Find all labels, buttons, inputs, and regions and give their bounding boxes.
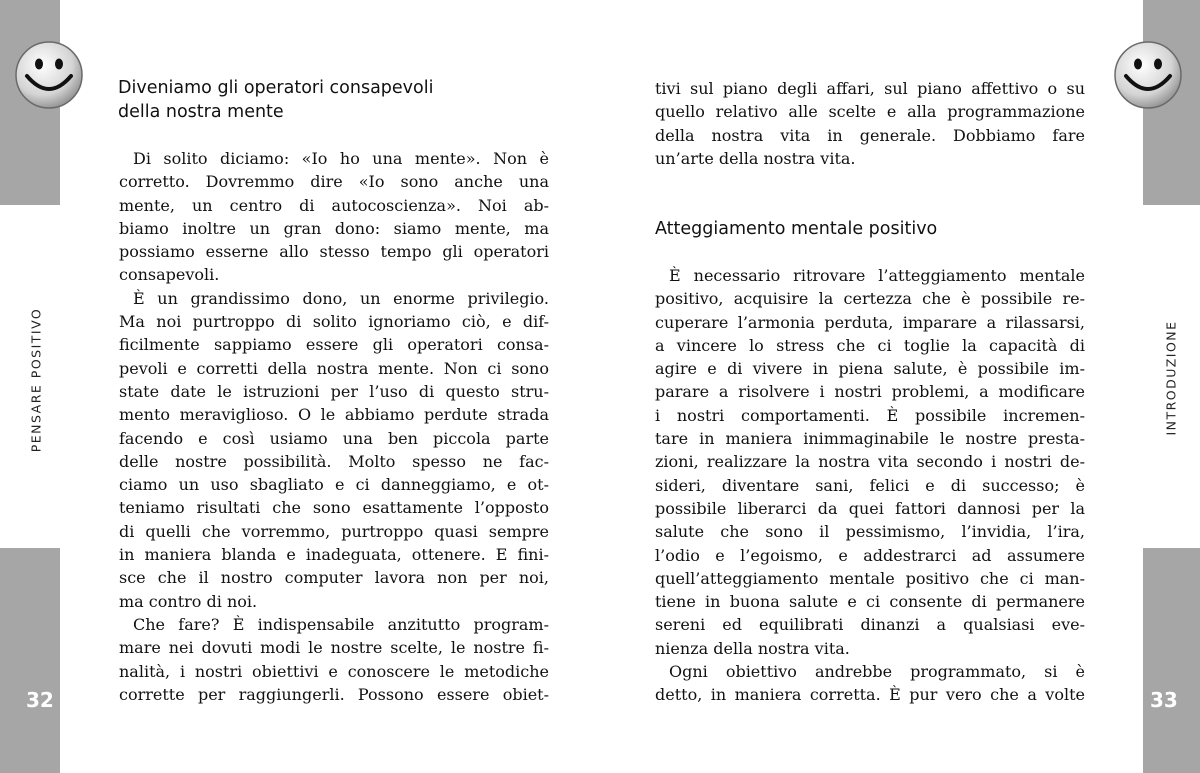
text-line: biamo inoltre un gran dono: siamo mente, ma (119, 218, 549, 238)
text-line: pevoli e corretti della nostra mente. Non ci sono (119, 358, 549, 378)
text-line: quell’atteggiamento mentale positivo che ci man- (655, 568, 1085, 588)
text-line: nalità, i nostri obiettivi e conoscere le metodiche (119, 661, 549, 681)
text-line: possibile liberarci da quei fattori dannosi per la (655, 498, 1085, 518)
text-line: ciamo un uso sbagliato e ci danneggiamo, e ot- (119, 475, 549, 495)
text-line: mare nei dovuti modi le nostre scelte, le nostre fi- (119, 638, 549, 658)
right-page-body (655, 264, 1085, 707)
text-line: ficilmente sappiamo essere gli operatori consa- (119, 335, 549, 355)
text-line: È un grandissimo dono, un enorme privilegio. (133, 288, 549, 308)
text-line: di quelli che vorremmo, purtroppo quasi sempre (119, 521, 549, 541)
text-line: a vincere lo stress che ci toglie la capacità di (655, 335, 1085, 355)
text-line: delle nostre possibilità. Molto spesso ne fac- (119, 451, 549, 471)
text-line: state date le istruzioni per l’uso di questo stru- (119, 381, 549, 401)
text-line: Che fare? È indispensabile anzitutto program- (133, 614, 549, 634)
text-line: tare in maniera inimmaginabile le nostre presta- (655, 429, 1085, 449)
text-line: nienza della nostra vita. (655, 638, 850, 658)
right-margin-band-bottom (1143, 548, 1200, 773)
text-line: Di solito diciamo: «Io ho una mente». Non è (133, 149, 549, 168)
text-line: cuperare l’armonia perduta, imparare a rilassarsi, (655, 312, 1085, 332)
text-line: corretto. Dovremmo dire «Io sono anche una (119, 172, 549, 192)
text-line: tiene in buona salute e ci consente di permanere (655, 592, 1085, 612)
section-heading-left (118, 76, 558, 124)
page-number-right: 33 (1150, 688, 1178, 712)
right-page-continuation (655, 77, 1085, 170)
text-line: della nostra vita in generale. Dobbiamo fare (655, 125, 1085, 145)
smiley-icon (14, 40, 84, 110)
running-head-left: PENSARE POSITIVO (28, 307, 44, 453)
text-line: ma contro di noi. (119, 591, 258, 611)
running-head-right: INTRODUZIONE (1163, 320, 1179, 436)
page-number-left: 32 (26, 688, 54, 712)
smiley-icon (1113, 40, 1183, 110)
text-line: sce che il nostro computer lavora non per noi, (119, 568, 549, 588)
text-line: facendo e così usiamo una ben piccola parte (119, 428, 549, 448)
heading-line: della nostra mente (118, 102, 284, 122)
text-line: Ogni obiettivo andrebbe programmato, si è (669, 662, 1085, 682)
text-line: in maniera blanda e inadeguata, ottenere. E fini- (119, 545, 549, 565)
text-line: sereni ed equilibrati dinanzi a qualsiasi eve- (655, 615, 1085, 635)
text-line: quello relativo alle scelte e alla programmazione (655, 102, 1085, 122)
section-heading-right: Atteggiamento mentale positivo (655, 219, 938, 239)
text-line: Ma noi purtroppo di solito ignoriamo ciò, e dif- (119, 312, 549, 332)
text-line: salute che sono il pessimismo, l’invidia, l’ira, (655, 522, 1085, 542)
heading-line: Diveniamo gli operatori consapevoli (118, 78, 434, 98)
text-line: parare a risolvere i nostri problemi, a modificare (655, 382, 1085, 402)
text-line: i nostri comportamenti. È possibile incremen- (655, 405, 1085, 425)
left-page-body (119, 147, 549, 706)
text-line: consapevoli. (119, 265, 220, 285)
text-line: tivi sul piano degli affari, sul piano affettivo o su (655, 79, 1085, 98)
text-line: agire e di vivere in piena salute, è possibile im- (655, 359, 1085, 379)
text-line: mento meraviglioso. O le abbiamo perdute strada (119, 405, 549, 425)
text-line: positivo, acquisire la certezza che è possibile re- (655, 289, 1085, 309)
text-line: mente, un centro di autocoscienza». Noi ab- (119, 195, 549, 215)
text-line: È necessario ritrovare l’atteggiamento mentale (669, 266, 1085, 285)
text-line: detto, in maniera corretta. È pur vero che a volte (655, 685, 1085, 705)
text-line: teniamo risultati che sono esattamente l’opposto (119, 498, 549, 518)
text-line: un’arte della nostra vita. (655, 148, 856, 168)
text-line: l’odio e l’egoismo, e addestrarci ad assumere (655, 545, 1085, 565)
text-line: zioni, realizzare la nostra vita secondo i nostri de- (655, 452, 1085, 472)
text-line: sideri, diventare sani, felici e di successo; è (655, 475, 1085, 495)
left-margin-band-bottom (0, 548, 60, 773)
text-line: corrette per raggiungerli. Possono essere obiet- (119, 684, 549, 704)
text-line: possiamo esserne allo stesso tempo gli operatori (119, 242, 549, 262)
